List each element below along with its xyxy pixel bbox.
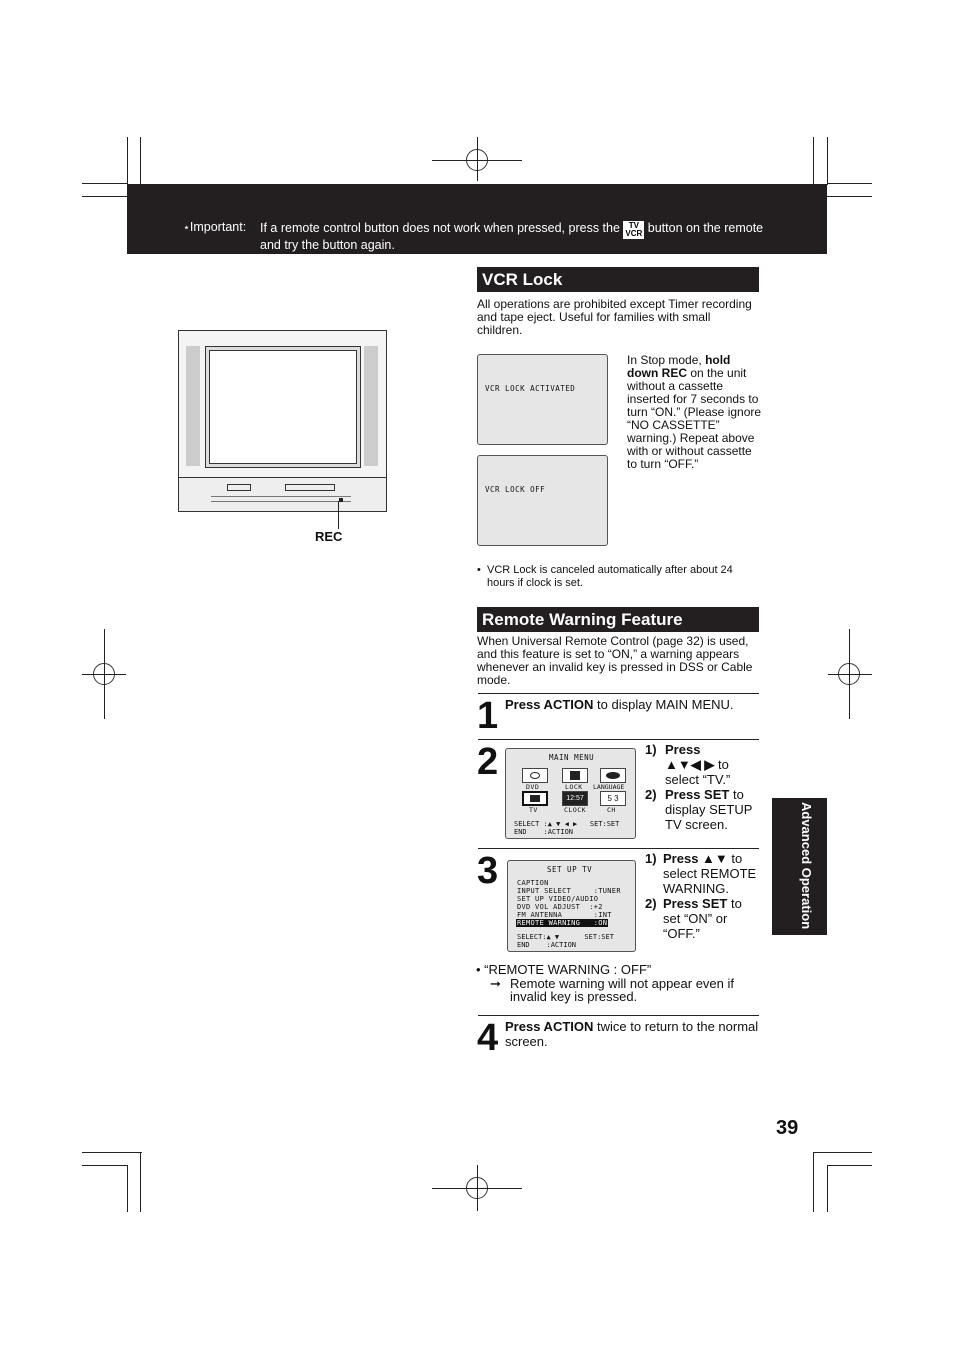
tv-front-panel xyxy=(179,477,386,511)
main-menu-screen xyxy=(505,748,636,839)
vcr-lock-instructions: In Stop mode, hold down REC on the unit without a cassette inserted for 7 seconds to turn “ON.” (Please ignore “NO CASSETTE” warning.) Repeat above with or without cassette to turn “OFF.” xyxy=(627,353,762,471)
tv-illustration xyxy=(178,330,387,512)
rec-pointer-line xyxy=(338,501,339,529)
clock-icon: 12:57 xyxy=(562,791,588,806)
crop-mark xyxy=(813,1152,814,1212)
control-buttons xyxy=(211,496,351,502)
crop-mark xyxy=(127,137,128,185)
speaker-grille xyxy=(186,346,200,466)
important-text: If a remote control button does not work when pressed, press the TV VCR button on the remote and try the button again. xyxy=(260,221,764,252)
step-number: 4 xyxy=(477,1017,499,1059)
menu-title: SET UP TV xyxy=(547,865,593,874)
step-divider xyxy=(478,1015,759,1016)
remote-warning-intro: When Universal Remote Control (page 32) is used, and this feature is set to “ON,” a warning appears whenever an invalid key is pressed in DSS or Cable mode. xyxy=(477,634,753,687)
menu-line: SET UP VIDEO/AUDIO xyxy=(517,895,599,903)
crop-mark xyxy=(813,1152,872,1153)
vcr-lock-intro: All operations are prohibited except Timer recording and tape eject. Useful for families with small children. xyxy=(477,297,752,337)
menu-footer: SELECT :▲ ▼ ◀ ▶ SET:SET xyxy=(514,820,620,828)
crop-mark xyxy=(140,1152,141,1212)
crop-mark xyxy=(82,183,128,184)
menu-highlight: REMOTE WARNING :ON xyxy=(517,919,608,927)
vcr-lock-off-screen xyxy=(477,455,608,546)
ch-icon: 5 3 xyxy=(600,791,626,806)
setup-tv-screen xyxy=(507,860,636,952)
step-1-text: Press ACTION to display MAIN MENU. xyxy=(505,697,734,712)
step-number: 1 xyxy=(477,695,499,737)
menu-label: CH xyxy=(607,806,616,814)
crop-mark xyxy=(828,674,872,675)
tv-icon xyxy=(522,791,548,806)
screen-message: VCR LOCK ACTIVATED xyxy=(485,384,576,393)
crop-mark xyxy=(477,137,478,181)
step-2-text: 1) Press ▲▼◀ ▶ to select “TV.” 2) Press SET to display SETUP TV screen. xyxy=(645,742,753,832)
arrow-keys-icon: ▲▼ xyxy=(702,851,728,866)
step-number: 3 xyxy=(477,850,499,892)
menu-title: MAIN MENU xyxy=(549,753,595,762)
arrow-keys-icon: ▲▼◀ ▶ xyxy=(665,757,715,772)
menu-line: FM ANTENNA :INT xyxy=(517,911,612,919)
menu-line: DVD VOL ADJUST :+2 xyxy=(517,903,603,911)
menu-line: INPUT SELECT :TUNER xyxy=(517,887,621,895)
cassette-slot xyxy=(227,484,251,491)
crop-mark xyxy=(477,1165,478,1211)
rec-button xyxy=(339,498,343,502)
step-divider xyxy=(478,848,759,849)
menu-label: LOCK xyxy=(565,783,583,791)
language-icon xyxy=(600,768,626,783)
tv-vcr-button-icon: TV VCR xyxy=(625,221,643,238)
speaker-grille xyxy=(364,346,378,466)
remote-warning-off-note: • “REMOTE WARNING : OFF” ➞ Remote warning will not appear even if invalid key is pressed. xyxy=(476,962,735,1004)
lock-icon xyxy=(562,768,588,783)
menu-label: DVD xyxy=(526,783,540,791)
menu-footer: END :ACTION xyxy=(514,828,574,836)
step-3-text: 1) Press ▲▼ to select REMOTE WARNING. 2) Press SET to set “ON” or “OFF.” xyxy=(645,851,757,941)
step-4-text: Press ACTION twice to return to the normal screen. xyxy=(505,1019,759,1049)
screen-message: VCR LOCK OFF xyxy=(485,485,546,494)
dvd-icon xyxy=(522,768,548,783)
tv-screen-bezel xyxy=(205,346,361,468)
step-number: 2 xyxy=(477,741,499,783)
crop-mark xyxy=(82,1152,142,1153)
menu-label: LANGUAGE xyxy=(593,783,625,791)
vcr-lock-note: • VCR Lock is canceled automatically after about 24 hours if clock is set. xyxy=(477,564,733,589)
step-divider xyxy=(478,693,759,694)
remote-warning-title: Remote Warning Feature xyxy=(477,607,759,632)
side-tab xyxy=(772,798,827,935)
dvd-tray xyxy=(285,484,335,491)
crop-mark xyxy=(849,629,850,719)
crop-mark xyxy=(104,629,105,719)
menu-label: TV xyxy=(529,806,538,814)
menu-footer: END :ACTION xyxy=(517,941,577,949)
menu-line: CAPTION xyxy=(517,879,549,887)
menu-footer: SELECT:▲ ▼ SET:SET xyxy=(517,933,614,941)
important-label: ⋆Important: xyxy=(183,220,247,234)
crop-mark xyxy=(827,183,872,184)
crop-mark xyxy=(827,1165,872,1166)
rec-label: REC xyxy=(315,529,343,544)
vcr-lock-title: VCR Lock xyxy=(477,267,759,292)
vcr-lock-activated-screen xyxy=(477,354,608,445)
tv-screen xyxy=(209,350,357,464)
step-divider xyxy=(478,739,759,740)
arrow-icon: ➞ xyxy=(490,976,501,991)
crop-mark xyxy=(127,1165,128,1212)
side-tab-label: Advanced Operation xyxy=(799,802,814,930)
crop-mark xyxy=(827,137,828,185)
page-number: 39 xyxy=(776,1117,799,1139)
crop-mark xyxy=(82,1165,128,1166)
crop-mark xyxy=(827,1165,828,1212)
menu-label: CLOCK xyxy=(564,806,587,814)
